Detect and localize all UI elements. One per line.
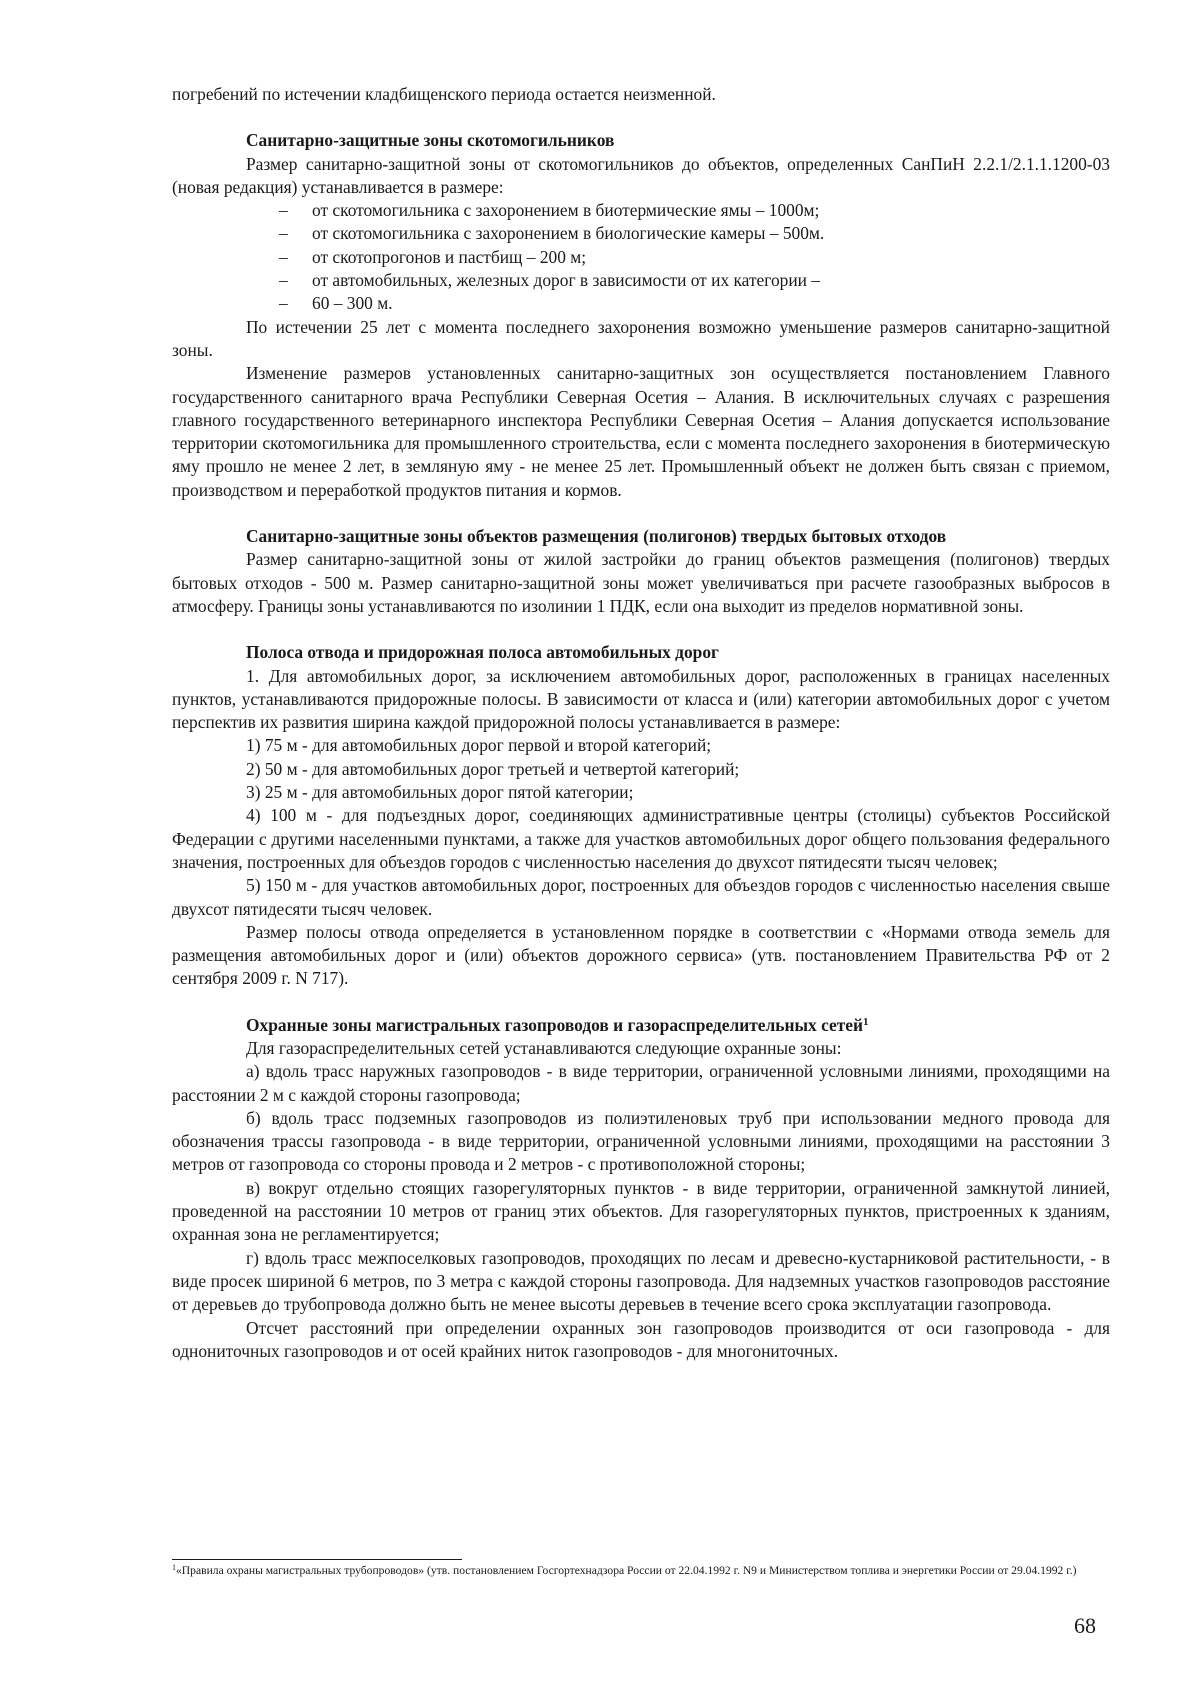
dash-marker: – <box>279 223 288 244</box>
paragraph: Размер полосы отвода определяется в установленном порядке в соответствии с «Нормами отвода земель для размещения автомобильных дорог и (или) объектов дорожного сервиса» (утв. постановлением Правительства РФ от 2 сентября 2009 г. N 717). <box>172 921 1110 989</box>
section-gas-pipelines <box>172 1014 1110 1363</box>
list-item-text: от скотомогильника с захоронением в биологические камеры – 500м. <box>312 223 825 244</box>
footnote-reference: 1 <box>863 1015 869 1028</box>
numbered-item: 4) 100 м - для подъездных дорог, соединяющих административные центры (столицы) субъектов Российской Федерации с другими населенными пунктами, а также для участков автомобильных дорог общего пользования федерального значения, построенных для объездов городов с численностью населения до двухсот пятидесяти тысяч человек; <box>172 805 1110 872</box>
footnote-text: «Правила охраны магистральных трубопроводов» (утв. постановлением Госгортехнадзора России от 22.04.1992 г. N9 и Министерством топлива и энергетики России от 29.04.1992 г.) <box>176 1564 1077 1577</box>
section-heading: Полоса отвода и придорожная полоса автомобильных дорог <box>246 642 719 663</box>
paragraph: 1. Для автомобильных дорог, за исключением автомобильных дорог, расположенных в границах населенных пунктов, устанавливаются придорожные полосы. В зависимости от класса и (или) категории автомобильных дорог с учетом перспектив их развития ширина каждой придорожной полосы устанавливается в размере: <box>172 665 1110 733</box>
footnote-separator <box>172 1559 462 1560</box>
spacer <box>172 106 1110 129</box>
numbered-item: 2) 50 м - для автомобильных дорог третьей и четвертой категорий; <box>246 758 740 779</box>
list-item-text: от скотопрогонов и пастбищ – 200 м; <box>312 246 587 267</box>
numbered-item: 5) 150 м - для участков автомобильных дорог, построенных для объездов городов с численностью населения свыше двухсот пятидесяти тысяч человек. <box>172 875 1110 919</box>
section-heading <box>172 1014 1110 1037</box>
paragraph: Изменение размеров установленных санитарно-защитных зон осуществляется постановлением Главного государственного санитарного врача Республики Северная Осетия – Алания. В исключительных случаях с разрешения главного государственного ветеринарного инспектора Республики Северная Осетия – Алания допускается использование территории скотомогильника для промышленного строительства, если с момента последнего захоронения в биотермическую яму прошло не менее 2 лет, в земляную яму - не менее 25 лет. Промышленный объект не должен быть связан с приемом, производством и переработкой продуктов питания и кормов. <box>172 363 1110 500</box>
list-item <box>172 246 1110 269</box>
list-item <box>172 269 1110 292</box>
section-heading-text: Охранные зоны магистральных газопроводов и газораспределительных сетей <box>246 1014 864 1035</box>
list-item <box>172 222 1110 245</box>
list-item <box>172 292 1110 315</box>
list-item-text: от скотомогильника с захоронением в биотермические ямы – 1000м; <box>312 200 820 221</box>
lettered-item: в) вокруг отдельно стоящих газорегуляторных пунктов - в виде территории, ограниченной замкнутой линией, проведенной на расстоянии 10 метров от границ этих объектов. Для газорегуляторных пунктов, пристроенных к зданиям, охранная зона не регламентируется; <box>172 1177 1110 1245</box>
spacer <box>172 502 1110 525</box>
lettered-item: г) вдоль трасс межпоселковых газопроводов, проходящих по лесам и древесно-кустарниковой растительности, - в виде просек шириной 6 метров, по 3 метра с каждой стороны газопровода. Для надземных участков газопроводов расстояние от деревьев до трубопровода должно быть не менее высоты деревьев в течение всего срока эксплуатации газопровода. <box>172 1247 1110 1315</box>
section-solid-waste-landfills <box>172 525 1110 618</box>
footnote-marker: 1 <box>172 1563 176 1572</box>
section-heading: Санитарно-защитные зоны объектов размещения (полигонов) твердых бытовых отходов <box>246 526 947 547</box>
list-item <box>172 199 1110 222</box>
numbered-item: 3) 25 м - для автомобильных дорог пятой категории; <box>246 782 634 803</box>
intro-tail-paragraph: погребений по истечении кладбищенского периода остается неизменной. <box>172 84 716 104</box>
paragraph: По истечении 25 лет с момента последнего захоронения возможно уменьшение размеров санитарно-защитной зоны. <box>172 316 1110 360</box>
list-item-text: от автомобильных, железных дорог в зависимости от их категории – <box>312 270 821 291</box>
paragraph: Отсчет расстояний при определении охранных зон газопроводов производится от оси газопровода - для однониточных газопроводов и от осей крайних ниток газопроводов - для многониточных. <box>172 1317 1110 1361</box>
paragraph: Для газораспределительных сетей устанавливаются следующие охранные зоны: <box>246 1037 842 1058</box>
section-road-strips <box>172 641 1110 990</box>
paragraph: Размер санитарно-защитной зоны от скотомогильников до объектов, определенных СанПиН 2.2.1/2.1.1.1200-03 (новая редакция) устанавливается в размере: <box>172 153 1110 197</box>
section-cattle-burial <box>172 129 1110 502</box>
page-number: 68 <box>1074 1613 1096 1638</box>
page-content <box>172 83 1110 1363</box>
numbered-item: 1) 75 м - для автомобильных дорог первой и второй категорий; <box>246 735 712 756</box>
section-heading: Санитарно-защитные зоны скотомогильников <box>246 130 615 151</box>
lettered-item: а) вдоль трасс наружных газопроводов - в виде территории, ограниченной условными линиями, проходящими на расстоянии 2 м с каждой стороны газопровода; <box>172 1061 1110 1105</box>
list-item-text: 60 – 300 м. <box>312 293 393 314</box>
lettered-item: б) вдоль трасс подземных газопроводов из полиэтиленовых труб при использовании медного провода для обозначения трассы газопровода - в виде территории, ограниченной условными линиями, проходящими на расстоянии 3 метров от газопровода со стороны провода и 2 метров - с противоположной стороны; <box>172 1107 1110 1175</box>
dash-marker: – <box>279 200 288 221</box>
spacer <box>172 618 1110 641</box>
dash-marker: – <box>279 270 288 291</box>
spacer <box>172 991 1110 1014</box>
paragraph: Размер санитарно-защитной зоны от жилой застройки до границ объектов размещения (полигонов) твердых бытовых отходов - 500 м. Размер санитарно-защитной зоны может увеличиваться при расчете газообразных выбросов в атмосферу. Границы зоны устанавливаются по изолинии 1 ПДК, если она выходит из пределов нормативной зоны. <box>172 549 1110 616</box>
footnote <box>172 1563 1110 1578</box>
dash-list <box>172 199 1110 315</box>
dash-marker: – <box>279 293 288 314</box>
dash-marker: – <box>279 246 288 267</box>
